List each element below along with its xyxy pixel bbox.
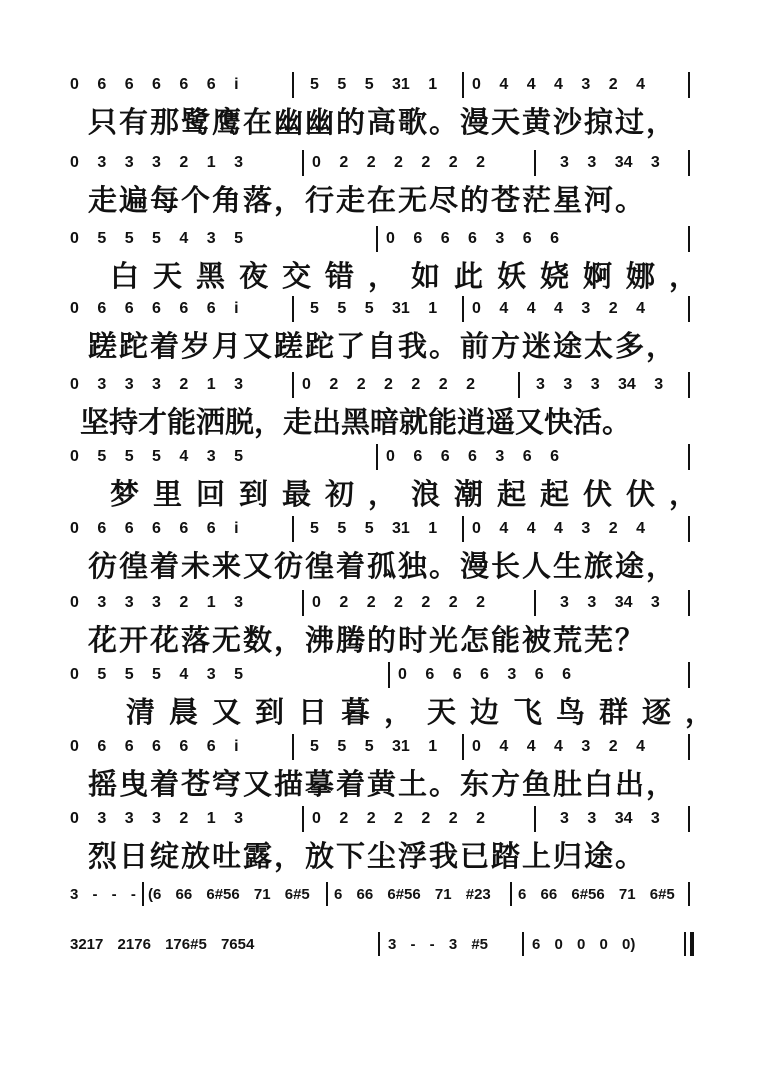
barline: [292, 516, 294, 542]
barline: [522, 932, 524, 956]
measure: 0 3 3 3 2 1 3: [70, 594, 243, 611]
lyric-line: 彷徨着未来又彷徨着孤独。漫长人生旅途，: [88, 549, 678, 583]
measure: 0 6 6 6 6 6 i: [70, 520, 239, 537]
measure: 0 3 3 3 2 1 3: [70, 376, 243, 393]
measure: 3 3 34 3: [560, 594, 660, 611]
lyric-line: 白天黑夜交错，如此妖娆婀娜，: [110, 259, 713, 293]
barline: [688, 444, 690, 470]
measure: 0 2 2 2 2 2 2: [302, 376, 475, 393]
measure: 6 66 6#56 71 #23: [334, 886, 491, 903]
barline: [462, 296, 464, 322]
measure: 0 6 6 6 6 6 i: [70, 76, 239, 93]
barline: [462, 516, 464, 542]
measure: 0 4 4 4 3 2 4: [472, 300, 645, 317]
notation-line: [70, 72, 695, 102]
measure: 0 6 6 6 6 6 i: [70, 300, 239, 317]
barline: [292, 372, 294, 398]
measure: 0 5 5 5 4 3 5: [70, 448, 243, 465]
measure: 0 6 6 6 3 6 6: [398, 666, 571, 683]
lyric-line: 梦里回到最初，浪潮起起伏伏，: [110, 477, 713, 511]
barline: [302, 150, 304, 176]
barline: [688, 296, 690, 322]
measure: 0 2 2 2 2 2 2: [312, 810, 485, 827]
measure: 3 - - 3 #5: [388, 936, 489, 953]
barline: [462, 72, 464, 98]
notation-line: [70, 662, 695, 692]
measure: 3 3 34 3: [560, 154, 660, 171]
barline: [688, 662, 690, 688]
notation-line: [70, 444, 695, 474]
barline: [688, 150, 690, 176]
barline: [688, 226, 690, 252]
lyric-line: 只有那鹭鹰在幽幽的高歌。漫天黄沙掠过，: [88, 105, 678, 139]
barline: [510, 882, 512, 906]
barline: [688, 72, 690, 98]
barline: [688, 590, 690, 616]
lyric-line: 走遍每个角落，行走在无尽的苍茫星河。: [88, 183, 647, 217]
barline: [462, 734, 464, 760]
final-barline: [690, 932, 694, 956]
barline: [688, 734, 690, 760]
barline: [302, 590, 304, 616]
measure: 0 4 4 4 3 2 4: [472, 520, 645, 537]
barline: [534, 150, 536, 176]
measure: 0 5 5 5 4 3 5: [70, 666, 243, 683]
barline: [518, 372, 520, 398]
lyric-line: 花开花落无数，沸腾的时光怎能被荒芜？: [88, 623, 647, 657]
measure: 5 5 5 31 1: [310, 738, 438, 755]
lyric-line: 坚持才能洒脱，走出黑暗就能逍遥又快活。: [80, 405, 632, 439]
notation-line: [70, 226, 695, 256]
measure: 6 0 0 0 0): [532, 936, 636, 953]
barline: [302, 806, 304, 832]
notation-line: [70, 734, 695, 764]
barline: [688, 516, 690, 542]
barline: [534, 806, 536, 832]
barline: [388, 662, 390, 688]
measure: (6 66 6#56 71 6#5: [148, 886, 310, 903]
measure: 3 - - -: [70, 886, 136, 903]
barline: [292, 734, 294, 760]
measure: 0 2 2 2 2 2 2: [312, 154, 485, 171]
barline: [292, 296, 294, 322]
barline: [142, 882, 144, 906]
barline: [688, 372, 690, 398]
measure: 5 5 5 31 1: [310, 76, 438, 93]
measure: 0 6 6 6 3 6 6: [386, 230, 559, 247]
notation-line: [70, 590, 695, 620]
barline: [376, 226, 378, 252]
barline: [376, 444, 378, 470]
notation-line: [70, 150, 695, 180]
lyric-line: 蹉跎着岁月又蹉跎了自我。前方迷途太多，: [88, 329, 678, 363]
measure: 0 2 2 2 2 2 2: [312, 594, 485, 611]
barline: [378, 932, 380, 956]
notation-line: [70, 516, 695, 546]
outro-line: [70, 932, 695, 962]
measure: 0 6 6 6 6 6 i: [70, 738, 239, 755]
notation-line: [70, 806, 695, 836]
measure: 0 4 4 4 3 2 4: [472, 76, 645, 93]
lyric-line: 烈日绽放吐露，放下尘浮我已踏上归途。: [88, 839, 647, 873]
measure: 0 6 6 6 3 6 6: [386, 448, 559, 465]
measure: 0 5 5 5 4 3 5: [70, 230, 243, 247]
measure: 0 3 3 3 2 1 3: [70, 154, 243, 171]
measure: 0 4 4 4 3 2 4: [472, 738, 645, 755]
measure: 0 3 3 3 2 1 3: [70, 810, 243, 827]
measure: 3217 2176 176#5 7654: [70, 936, 255, 953]
lyric-line: 摇曳着苍穹又描摹着黄土。东方鱼肚白出，: [88, 767, 678, 801]
measure: 3 3 34 3: [560, 810, 660, 827]
barline: [688, 882, 690, 906]
measure: 5 5 5 31 1: [310, 300, 438, 317]
barline: [326, 882, 328, 906]
barline: [292, 72, 294, 98]
lyric-line: 清晨又到日暮，天边飞鸟群逐，: [126, 695, 729, 729]
barline: [688, 806, 690, 832]
measure: 3 3 3 34 3: [536, 376, 664, 393]
barline: [684, 932, 686, 956]
notation-line: [70, 296, 695, 326]
measure: 6 66 6#56 71 6#5: [518, 886, 675, 903]
outro-line: [70, 882, 695, 912]
notation-line: [70, 372, 695, 402]
barline: [534, 590, 536, 616]
measure: 5 5 5 31 1: [310, 520, 438, 537]
